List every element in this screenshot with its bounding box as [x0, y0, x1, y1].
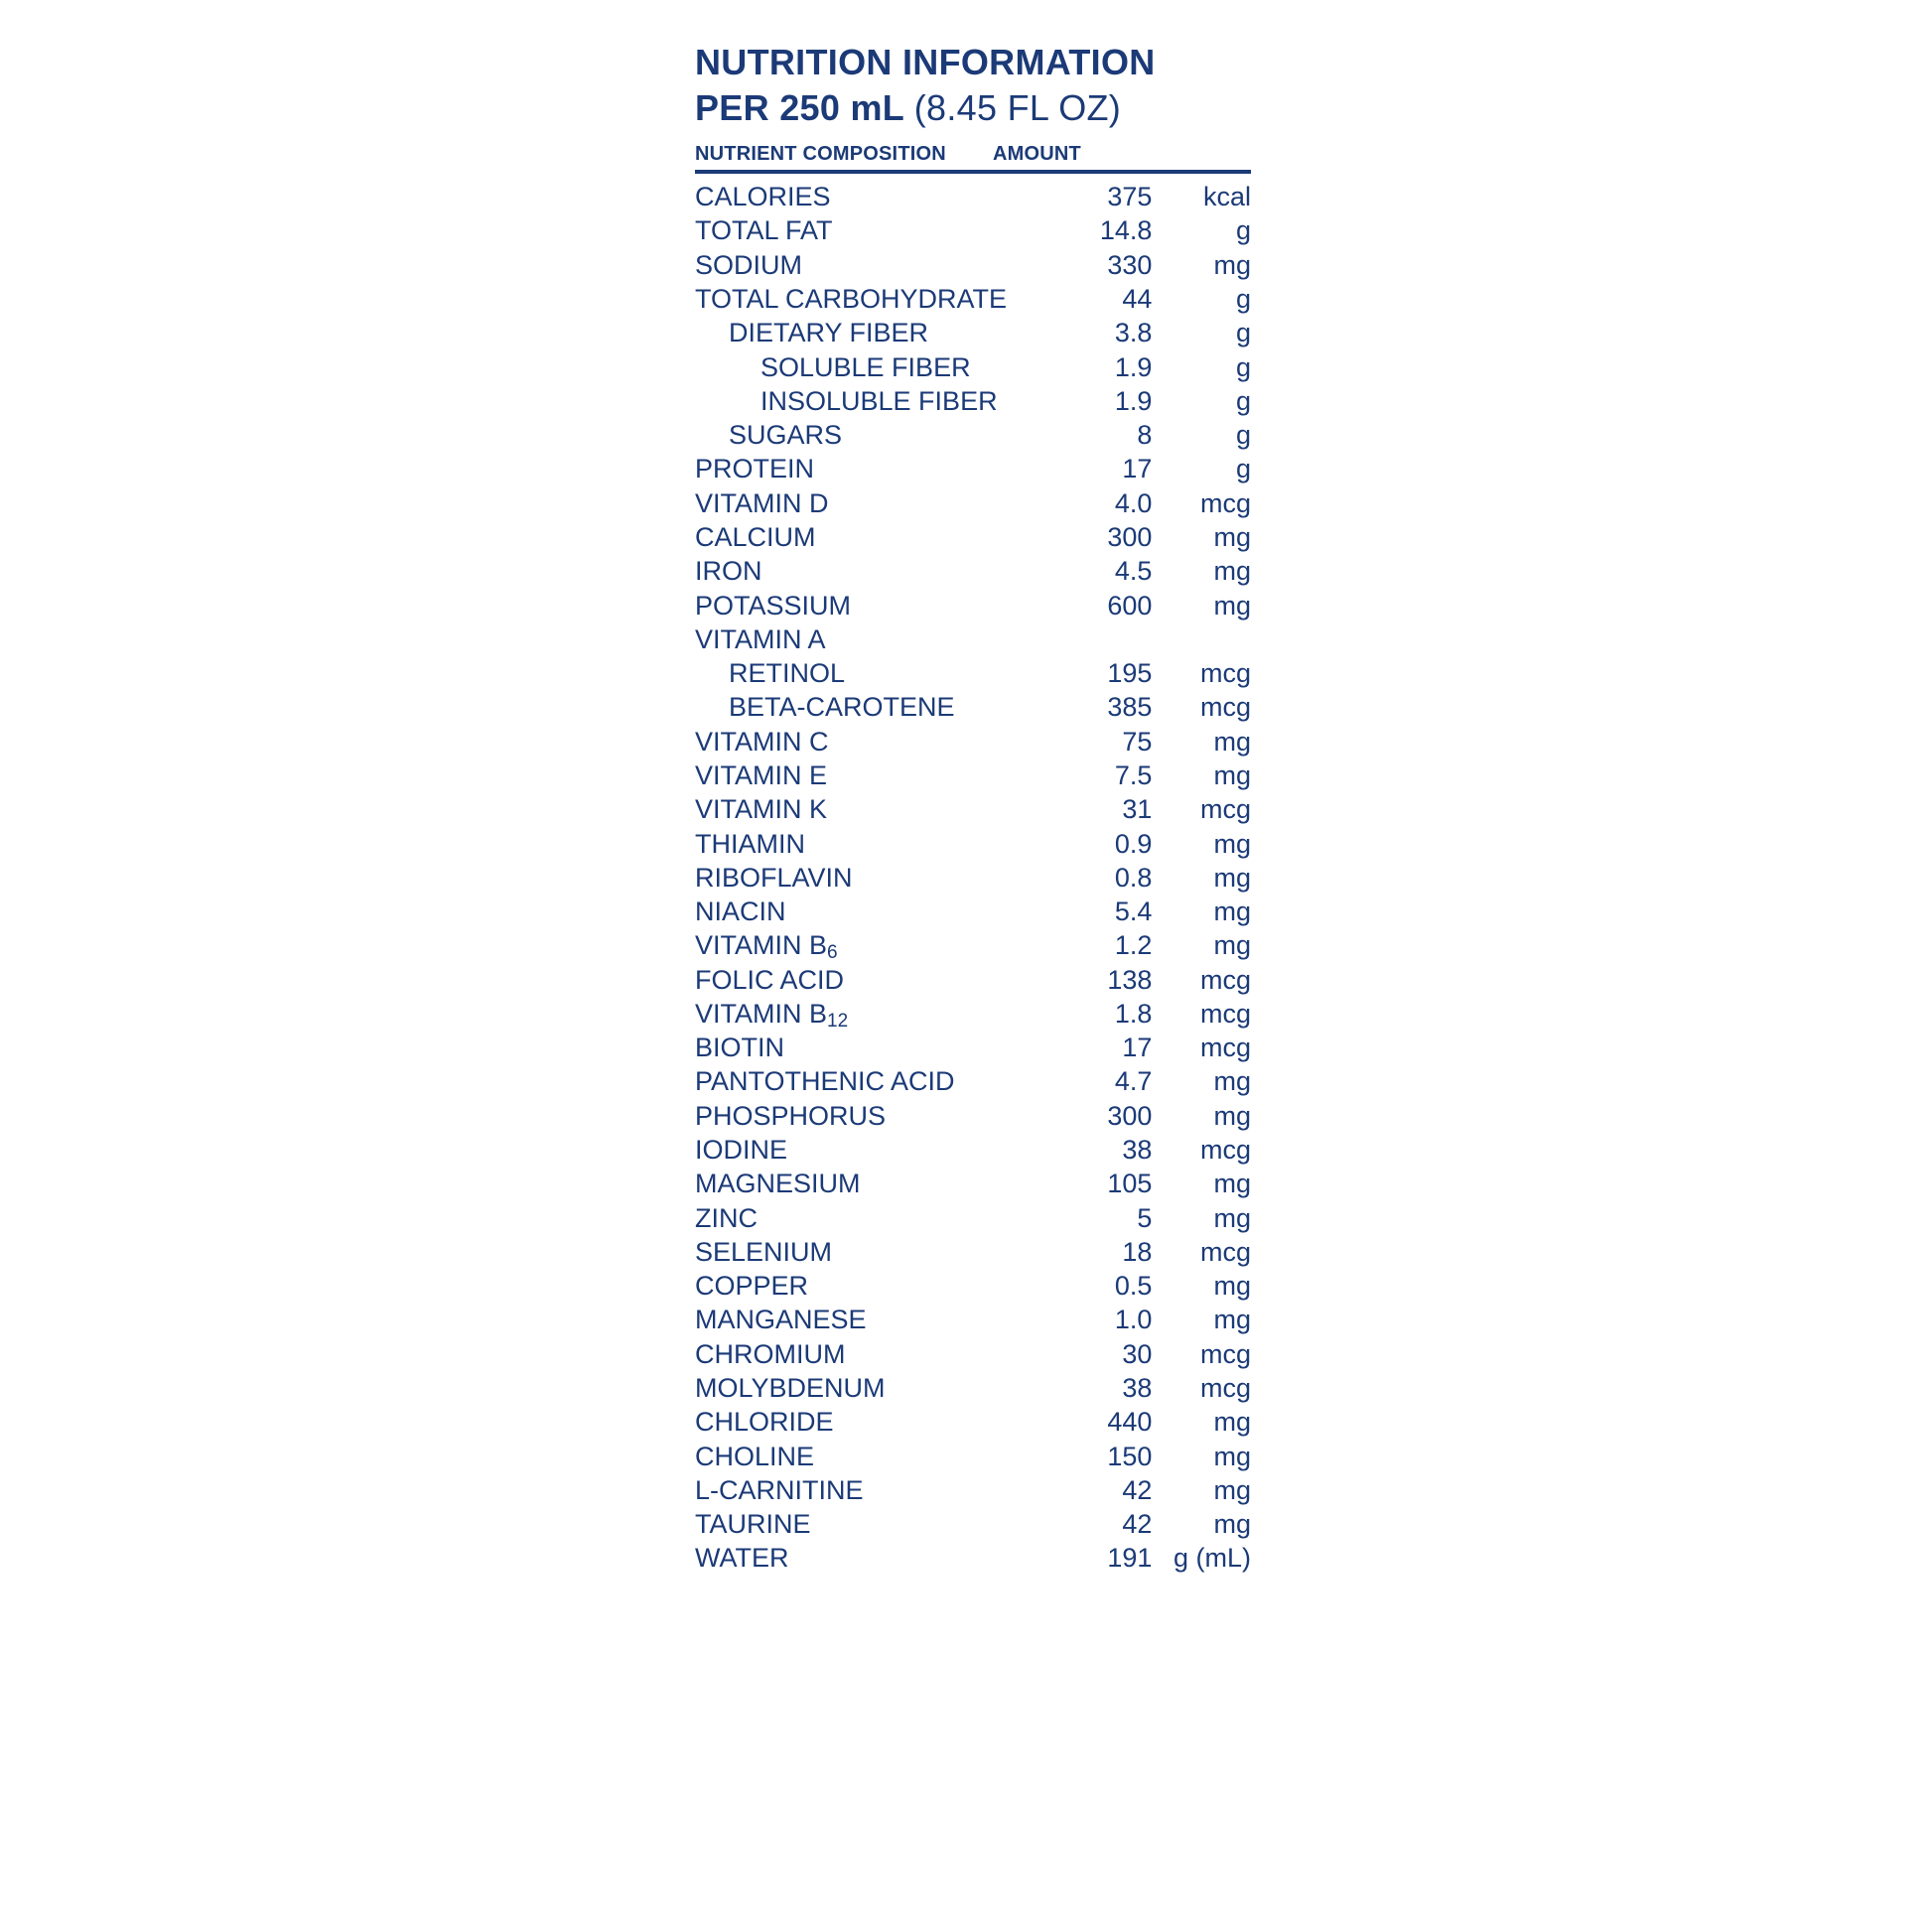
- nutrient-unit: g: [1235, 420, 1251, 451]
- nutrition-information-panel: [695, 40, 1251, 1576]
- nutrient-amount: 38: [1122, 1373, 1153, 1403]
- nutrient-name: VITAMIN B6: [695, 930, 838, 964]
- nutrient-unit: mcg: [1199, 794, 1251, 825]
- table-row: [695, 1235, 1251, 1269]
- nutrient-unit: mg: [1213, 1305, 1251, 1335]
- column-header-amount: AMOUNT: [993, 143, 1081, 166]
- nutrient-unit: mcg: [1199, 998, 1251, 1029]
- table-row: [695, 1064, 1251, 1098]
- table-row: [695, 180, 1251, 213]
- nutrient-amount: 1.0: [1114, 1305, 1153, 1335]
- nutrient-name: SODIUM: [695, 249, 802, 280]
- table-row: [695, 418, 1251, 452]
- nutrient-name: VITAMIN D: [695, 487, 829, 518]
- nutrient-name: CALORIES: [695, 182, 831, 212]
- nutrient-unit: g: [1235, 385, 1251, 416]
- nutrient-amount: 3.8: [1114, 318, 1153, 348]
- nutrient-amount: 385: [1107, 692, 1153, 723]
- nutrient-amount: 300: [1107, 1100, 1153, 1131]
- nutrient-name: CALCIUM: [695, 521, 816, 552]
- nutrient-name: TOTAL FAT: [695, 215, 833, 246]
- nutrient-name: MAGNESIUM: [695, 1169, 861, 1199]
- nutrient-amount: 375: [1107, 182, 1153, 212]
- nutrient-name: RIBOFLAVIN: [695, 862, 853, 893]
- table-row: [695, 963, 1251, 997]
- nutrient-name: VITAMIN E: [695, 759, 828, 790]
- nutrient-name: TOTAL CARBOHYDRATE: [695, 284, 1008, 314]
- table-row: [695, 1337, 1251, 1371]
- nutrient-name: THIAMIN: [695, 828, 805, 859]
- nutrient-name: INSOLUBLE FIBER: [760, 385, 998, 416]
- nutrient-name: VITAMIN K: [695, 794, 828, 825]
- nutrient-name: SELENIUM: [695, 1236, 833, 1267]
- nutrient-name: PANTOTHENIC ACID: [695, 1066, 955, 1097]
- nutrient-amount: 75: [1122, 726, 1153, 757]
- table-column-headers: [695, 143, 1251, 174]
- nutrient-name: WATER: [695, 1543, 789, 1574]
- nutrient-unit: g (mL): [1173, 1543, 1251, 1574]
- nutrient-amount: 42: [1122, 1509, 1153, 1540]
- title-line-1: NUTRITION INFORMATION: [695, 42, 1156, 82]
- nutrient-amount: 105: [1107, 1169, 1153, 1199]
- nutrient-name: TAURINE: [695, 1509, 811, 1540]
- nutrient-amount: 31: [1122, 794, 1153, 825]
- table-row: [695, 316, 1251, 349]
- nutrient-unit: mg: [1213, 1066, 1251, 1097]
- nutrient-amount: 1.9: [1114, 351, 1153, 382]
- nutrient-amount: 4.0: [1114, 487, 1153, 518]
- nutrient-amount: 1.8: [1114, 998, 1153, 1029]
- nutrient-unit: mcg: [1199, 692, 1251, 723]
- table-row: [695, 759, 1251, 792]
- nutrient-amount: 17: [1122, 1033, 1153, 1063]
- table-row: [695, 1405, 1251, 1439]
- table-row: [695, 520, 1251, 554]
- nutrient-amount: 0.5: [1114, 1271, 1153, 1302]
- nutrient-amount: 5: [1137, 1202, 1153, 1233]
- nutrient-amount: 5.4: [1114, 897, 1153, 927]
- nutrient-name: L-CARNITINE: [695, 1474, 864, 1505]
- nutrient-name: VITAMIN A: [695, 623, 826, 654]
- table-row: [695, 1303, 1251, 1336]
- nutrient-amount: 0.8: [1114, 862, 1153, 893]
- nutrient-unit: g: [1235, 351, 1251, 382]
- nutrient-name: CHROMIUM: [695, 1338, 846, 1369]
- nutrient-amount: 8: [1137, 420, 1153, 451]
- nutrient-name: COPPER: [695, 1271, 809, 1302]
- nutrient-name: BIOTIN: [695, 1033, 785, 1063]
- nutrient-unit: g: [1235, 454, 1251, 484]
- nutrient-amount: 1.2: [1114, 930, 1153, 961]
- nutrient-amount: 38: [1122, 1135, 1153, 1166]
- table-row: [695, 1167, 1251, 1200]
- table-row: [695, 1201, 1251, 1235]
- nutrient-unit: g: [1235, 215, 1251, 246]
- nutrient-name: CHOLINE: [695, 1441, 815, 1471]
- nutrient-unit: mcg: [1199, 1236, 1251, 1267]
- nutrient-unit: mg: [1213, 897, 1251, 927]
- nutrient-name: POTASSIUM: [695, 590, 852, 621]
- nutrient-amount: 42: [1122, 1474, 1153, 1505]
- table-row: [695, 350, 1251, 384]
- nutrient-amount: 0.9: [1114, 828, 1153, 859]
- table-row: [695, 1133, 1251, 1167]
- nutrient-amount: 30: [1122, 1338, 1153, 1369]
- table-row: [695, 1371, 1251, 1405]
- nutrient-amount: [1041, 622, 1152, 656]
- nutrient-amount: 150: [1107, 1441, 1153, 1471]
- table-row: [695, 997, 1251, 1031]
- nutrient-name: PROTEIN: [695, 454, 815, 484]
- nutrient-amount: 330: [1107, 249, 1153, 280]
- nutrient-unit: mg: [1213, 1509, 1251, 1540]
- nutrient-unit: kcal: [1202, 182, 1251, 212]
- table-row: [695, 1269, 1251, 1303]
- nutrient-unit: mcg: [1199, 964, 1251, 995]
- nutrient-unit: g: [1235, 284, 1251, 314]
- nutrient-unit: mg: [1213, 521, 1251, 552]
- nutrient-amount: 44: [1122, 284, 1153, 314]
- table-row: [695, 1507, 1251, 1541]
- title-line-2: [695, 85, 1251, 131]
- table-row: [695, 384, 1251, 418]
- table-row: [695, 486, 1251, 520]
- nutrient-amount: 138: [1107, 964, 1153, 995]
- nutrient-unit: mcg: [1199, 1338, 1251, 1369]
- table-row: [695, 827, 1251, 861]
- table-row: [695, 622, 1251, 656]
- table-row: [695, 690, 1251, 724]
- nutrient-amount: 300: [1107, 521, 1153, 552]
- nutrient-amount: 14.8: [1099, 215, 1153, 246]
- table-row: [695, 1541, 1251, 1575]
- table-row: [695, 861, 1251, 895]
- nutrient-unit: mg: [1213, 930, 1251, 961]
- nutrient-unit: mg: [1213, 590, 1251, 621]
- nutrient-amount: 191: [1107, 1543, 1153, 1574]
- nutrient-unit: mg: [1213, 1474, 1251, 1505]
- nutrient-unit: mg: [1213, 1441, 1251, 1471]
- nutrient-name: IRON: [695, 556, 762, 587]
- nutrient-unit: g: [1235, 318, 1251, 348]
- serving-size: PER 250 mL: [695, 87, 904, 129]
- table-row: [695, 725, 1251, 759]
- nutrient-name: RETINOL: [729, 658, 846, 689]
- nutrient-name: SUGARS: [729, 420, 843, 451]
- table-row: [695, 895, 1251, 928]
- nutrient-amount: 195: [1107, 658, 1153, 689]
- nutrient-name: MANGANESE: [695, 1305, 867, 1335]
- nutrient-name: BETA-CAROTENE: [729, 692, 955, 723]
- nutrient-unit: mg: [1213, 249, 1251, 280]
- nutrient-unit: mg: [1213, 1169, 1251, 1199]
- table-row: [695, 248, 1251, 282]
- table-row: [695, 452, 1251, 485]
- nutrient-unit: mg: [1213, 556, 1251, 587]
- nutrient-amount: 17: [1122, 454, 1153, 484]
- table-row: [695, 213, 1251, 247]
- nutrient-unit: mg: [1213, 862, 1251, 893]
- nutrient-name: DIETARY FIBER: [729, 318, 929, 348]
- nutrient-amount: 440: [1107, 1407, 1153, 1438]
- table-row: [695, 928, 1251, 962]
- nutrient-name: SOLUBLE FIBER: [760, 351, 971, 382]
- nutrient-unit: mg: [1213, 759, 1251, 790]
- nutrient-name: PHOSPHORUS: [695, 1100, 887, 1131]
- nutrient-unit: mcg: [1199, 1033, 1251, 1063]
- nutrient-name: MOLYBDENUM: [695, 1373, 886, 1403]
- table-row: [695, 1440, 1251, 1473]
- nutrient-name: VITAMIN B12: [695, 998, 849, 1032]
- table-row: [695, 792, 1251, 826]
- table-row: [695, 1099, 1251, 1133]
- nutrient-unit: mg: [1213, 726, 1251, 757]
- nutrient-unit: mcg: [1199, 1373, 1251, 1403]
- nutrient-name: ZINC: [695, 1202, 758, 1233]
- nutrient-name: FOLIC ACID: [695, 964, 845, 995]
- nutrient-name: NIACIN: [695, 897, 786, 927]
- nutrient-unit: mg: [1213, 1271, 1251, 1302]
- nutrient-name: VITAMIN C: [695, 726, 829, 757]
- nutrient-name: CHLORIDE: [695, 1407, 834, 1438]
- nutrient-unit: mg: [1213, 1202, 1251, 1233]
- nutrient-unit: mg: [1213, 1407, 1251, 1438]
- table-row: [695, 1473, 1251, 1507]
- nutrient-unit: mg: [1213, 828, 1251, 859]
- column-header-nutrient: NUTRIENT COMPOSITION: [695, 143, 946, 166]
- nutrient-amount: 18: [1122, 1236, 1153, 1267]
- nutrient-amount: 4.5: [1114, 556, 1153, 587]
- table-row: [695, 282, 1251, 316]
- table-row: [695, 589, 1251, 622]
- serving-size-imperial: (8.45 FL OZ): [913, 87, 1122, 129]
- nutrient-unit: [1152, 622, 1251, 656]
- nutrient-amount: 7.5: [1114, 759, 1153, 790]
- nutrition-table: [695, 180, 1251, 1576]
- nutrient-amount: 1.9: [1114, 385, 1153, 416]
- nutrient-name: IODINE: [695, 1135, 788, 1166]
- nutrient-unit: mcg: [1199, 658, 1251, 689]
- table-row: [695, 1031, 1251, 1064]
- table-row: [695, 656, 1251, 690]
- nutrient-unit: mg: [1213, 1100, 1251, 1131]
- nutrient-amount: 600: [1107, 590, 1153, 621]
- table-row: [695, 554, 1251, 588]
- nutrient-unit: mcg: [1199, 1135, 1251, 1166]
- nutrient-unit: mcg: [1199, 487, 1251, 518]
- nutrient-amount: 4.7: [1114, 1066, 1153, 1097]
- panel-title: [695, 40, 1251, 131]
